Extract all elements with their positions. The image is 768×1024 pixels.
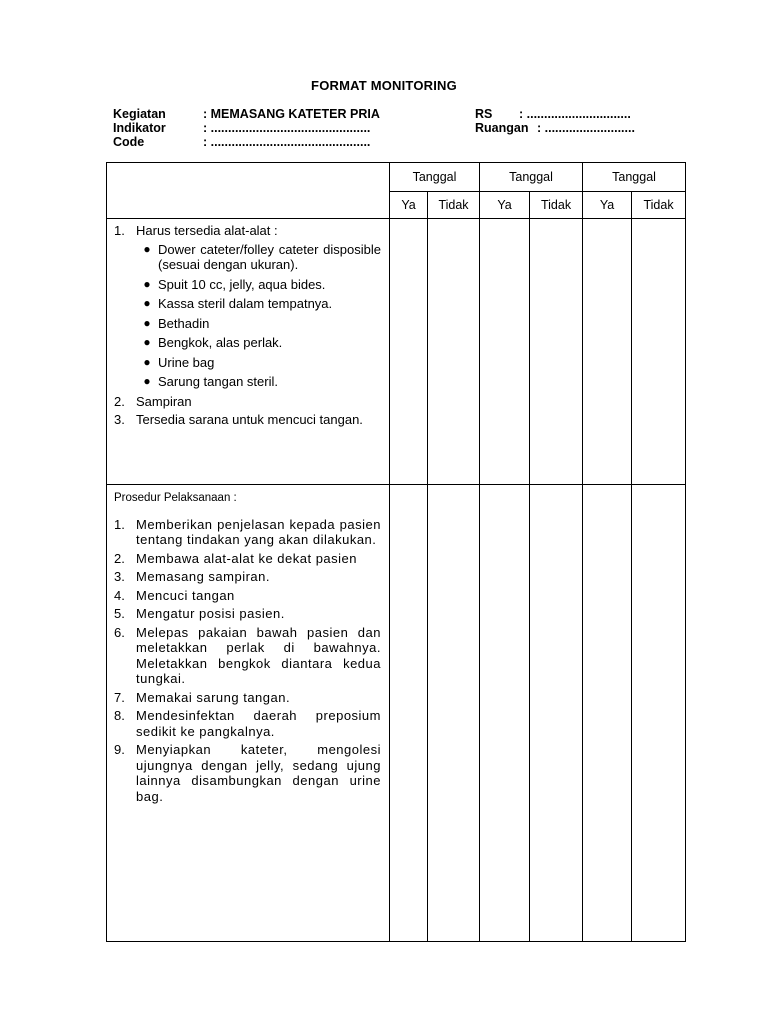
list-item — [114, 394, 381, 410]
item-number: 1. — [114, 223, 125, 238]
item-number: 4. — [114, 587, 125, 603]
check-cell-tidak-1[interactable] — [428, 485, 480, 942]
bullet-icon: ● — [143, 335, 151, 349]
bullet-text: Bethadin — [158, 315, 210, 331]
bullet-icon: ● — [143, 241, 151, 256]
list-item — [114, 708, 381, 739]
bullet-list — [136, 242, 381, 390]
bullet-text: Urine bag — [158, 354, 215, 370]
item-number: 9. — [114, 742, 125, 757]
bullet-item — [136, 374, 381, 390]
item-text: Memakai sarung tangan. — [136, 689, 291, 705]
date-header-2: Tanggal — [480, 163, 583, 192]
date-header-3: Tanggal — [583, 163, 686, 192]
bullet-icon: ● — [143, 276, 151, 291]
bullet-icon: ● — [143, 315, 151, 330]
list-item — [114, 223, 381, 239]
check-cell-tidak-3[interactable] — [632, 219, 686, 485]
check-cell-tidak-1[interactable] — [428, 219, 480, 485]
item-number: 3. — [114, 412, 125, 427]
tidak-header-3: Tidak — [632, 192, 686, 219]
document-title: FORMAT MONITORING — [311, 78, 457, 93]
bullet-item — [136, 335, 381, 351]
item-number: 7. — [114, 689, 125, 705]
date-header-1: Tanggal — [390, 163, 480, 192]
bullet-item — [136, 296, 381, 312]
section-prosedur-row — [107, 485, 686, 942]
item-number: 2. — [114, 393, 125, 409]
section-prosedur-cell — [107, 485, 390, 942]
prosedur-list — [114, 517, 381, 805]
item-text: Harus tersedia alat-alat : — [136, 223, 278, 238]
list-item — [114, 551, 381, 567]
bullet-text: Sarung tangan steril. — [158, 374, 278, 389]
list-item — [114, 588, 381, 604]
date-header-row — [107, 163, 686, 192]
indikator-label: Indikator — [113, 121, 166, 135]
list-item — [114, 412, 381, 428]
rs-value: : .............................. — [519, 107, 631, 121]
item-number: 1. — [114, 516, 125, 532]
item-number: 2. — [114, 550, 125, 566]
check-cell-ya-2[interactable] — [480, 485, 530, 942]
check-cell-ya-2[interactable] — [480, 219, 530, 485]
prosedur-title: Prosedur Pelaksanaan : — [114, 492, 237, 504]
item-text: Melepas pakaian bawah pasien dan meletakkan perlak di bawahnya. Meletakkan bengkok diantara kedua tungkai. — [136, 624, 381, 686]
list-item — [114, 742, 381, 804]
bullet-icon: ● — [143, 354, 151, 369]
bullet-item — [136, 242, 381, 273]
bullet-item — [136, 277, 381, 293]
ruangan-label — [475, 121, 528, 136]
item-number: 8. — [114, 708, 125, 723]
header-blank-cell — [107, 163, 390, 219]
bullet-item — [136, 355, 381, 371]
bullet-icon: ● — [143, 374, 151, 388]
item-text: Memasang sampiran. — [136, 569, 270, 584]
item-text: Mendesinfektan daerah preposium sedikit ke pangkalnya. — [136, 708, 381, 739]
check-cell-ya-3[interactable] — [583, 219, 632, 485]
kegiatan-value: : MEMASANG KATETER PRIA — [203, 107, 380, 121]
section-persiapan-cell — [107, 219, 390, 485]
ya-header-3: Ya — [583, 192, 632, 219]
bullet-text: Bengkok, alas perlak. — [158, 335, 283, 350]
list-item — [114, 517, 381, 548]
item-text: Memberikan penjelasan kepada pasien tentang tindakan yang akan dilakukan. — [136, 516, 381, 547]
bullet-text: Dower cateter/folley cateter disposible (sesuai dengan ukuran). — [158, 241, 381, 272]
check-cell-tidak-2[interactable] — [530, 219, 583, 485]
monitoring-table — [106, 162, 686, 942]
list-item — [114, 569, 381, 585]
ruangan-value: : .......................... — [537, 121, 635, 135]
ya-header-1: Ya — [390, 192, 428, 219]
indikator-value: : .............................................. — [203, 121, 371, 135]
tidak-header-1: Tidak — [428, 192, 480, 219]
item-number: 6. — [114, 624, 125, 640]
bullet-item — [136, 316, 381, 332]
rs-label: RS — [475, 107, 493, 121]
item-number: 5. — [114, 606, 125, 621]
item-text: Sampiran — [136, 393, 192, 409]
code-label: Code — [113, 135, 145, 149]
bullet-text: Kassa steril dalam tempatnya. — [158, 296, 333, 311]
check-cell-tidak-3[interactable] — [632, 485, 686, 942]
section-persiapan-row — [107, 219, 686, 485]
tidak-header-2: Tidak — [530, 192, 583, 219]
list-item — [114, 690, 381, 706]
check-cell-ya-1[interactable] — [390, 219, 428, 485]
kegiatan-label: Kegiatan — [113, 107, 166, 121]
bullet-text: Spuit 10 cc, jelly, aqua bides. — [158, 276, 326, 292]
check-cell-ya-3[interactable] — [583, 485, 632, 942]
list-item — [114, 625, 381, 687]
list-item — [114, 606, 381, 622]
code-value: : .............................................. — [203, 135, 371, 149]
item-text: Membawa alat-alat ke dekat pasien — [136, 550, 358, 566]
item-text: Mengatur posisi pasien. — [136, 606, 285, 621]
item-text: Tersedia sarana untuk mencuci tangan. — [136, 412, 363, 427]
bullet-icon: ● — [143, 296, 151, 310]
item-text: Mencuci tangan — [136, 587, 235, 603]
ya-header-2: Ya — [480, 192, 530, 219]
item-number: 3. — [114, 569, 125, 584]
ruangan-label-text: Ruangan — [475, 121, 529, 135]
check-cell-tidak-2[interactable] — [530, 485, 583, 942]
item-text: Menyiapkan kateter, mengolesi ujungnya dengan jelly, sedang ujung lainnya disambungkan dengan urine bag. — [136, 742, 381, 804]
check-cell-ya-1[interactable] — [390, 485, 428, 942]
